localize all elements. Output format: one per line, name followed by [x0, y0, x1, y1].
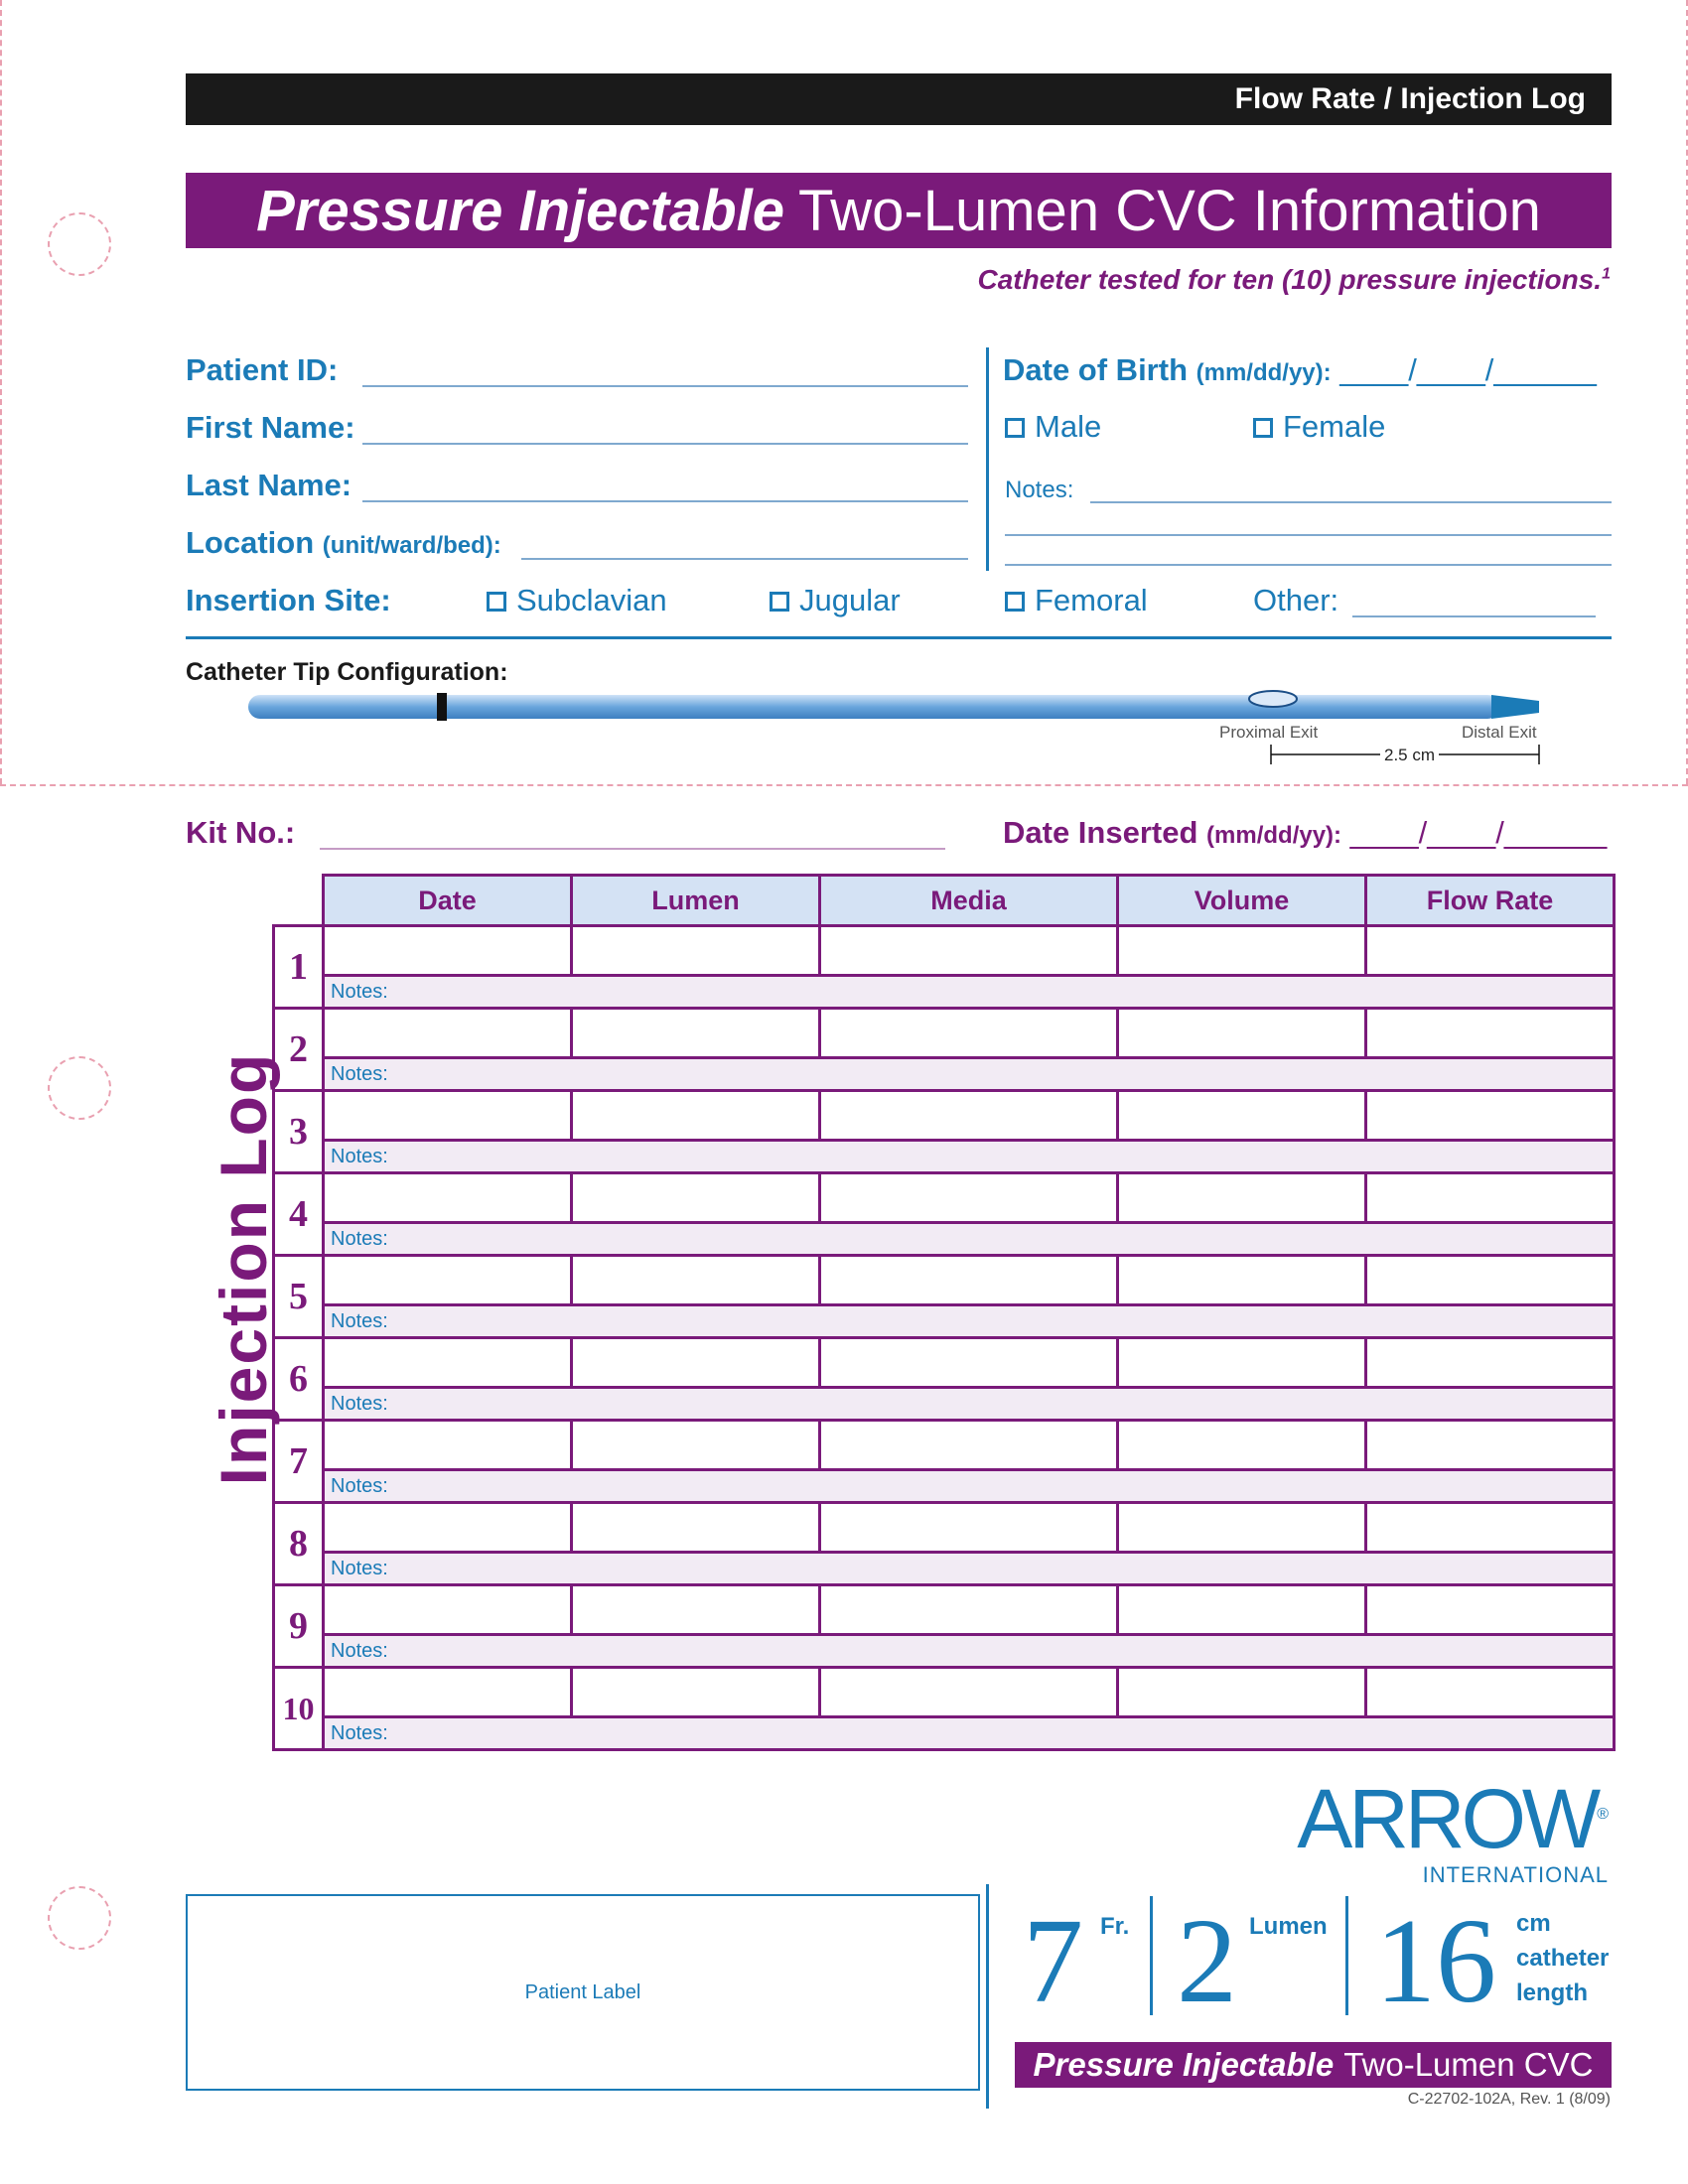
kit-no-field[interactable] [320, 848, 945, 850]
notes-line-1[interactable] [1090, 501, 1612, 503]
column-header-media: Media [820, 876, 1118, 926]
notes-cell[interactable]: Notes: [324, 1553, 1615, 1585]
notes-row [274, 1223, 1615, 1256]
insertion-site-label: Insertion Site: [186, 583, 391, 617]
injection-log-side-title: Injection Log [207, 1051, 280, 1486]
notes-cell[interactable]: Notes: [324, 1635, 1615, 1668]
date-cell[interactable] [324, 1668, 572, 1717]
volume-cell[interactable] [1118, 1256, 1366, 1305]
row-number: 3 [274, 1091, 324, 1173]
other-site-label: Other: [1253, 583, 1339, 617]
catheter-tip-label: Catheter Tip Configuration: [186, 658, 508, 686]
media-cell[interactable] [820, 1421, 1118, 1470]
notes-row [274, 1058, 1615, 1091]
patient-id-field[interactable] [362, 385, 968, 387]
punch-hole-top [48, 212, 111, 276]
notes-cell[interactable]: Notes: [324, 1141, 1615, 1173]
lumen-cell[interactable] [572, 1421, 820, 1470]
row-number: 10 [274, 1668, 324, 1750]
notes-cell[interactable]: Notes: [324, 1058, 1615, 1091]
top-bar-title: Flow Rate / Injection Log [1234, 82, 1586, 115]
volume-cell[interactable] [1118, 1503, 1366, 1553]
footer-title-bold: Pressure Injectable [1033, 2046, 1335, 2083]
table-header-row [274, 876, 1615, 926]
lumen-cell[interactable] [572, 1173, 820, 1223]
volume-cell[interactable] [1118, 1668, 1366, 1717]
first-name-label: First Name: [186, 410, 355, 445]
brand-name: ARROW® [1297, 1772, 1609, 1865]
first-name-field[interactable] [362, 443, 968, 445]
date-cell[interactable] [324, 926, 572, 976]
lumen-unit: Lumen [1249, 1913, 1328, 1940]
checkbox-icon [487, 592, 506, 612]
location-label: Location (unit/ward/bed): [186, 525, 501, 560]
patient-label-box[interactable]: Patient Label [186, 1894, 980, 2091]
flow-rate-cell[interactable] [1366, 1256, 1615, 1305]
notes-cell[interactable]: Notes: [324, 1470, 1615, 1503]
lumen-cell[interactable] [572, 1503, 820, 1553]
media-cell[interactable] [820, 1668, 1118, 1717]
footer-title-rest: Two-Lumen CVC [1343, 2046, 1594, 2083]
lumen-cell[interactable] [572, 1338, 820, 1388]
flow-rate-cell[interactable] [1366, 1338, 1615, 1388]
checkbox-icon [770, 592, 789, 612]
table-row [274, 1091, 1615, 1141]
title-bold: Pressure Injectable [256, 178, 785, 243]
notes-cell[interactable]: Notes: [324, 1388, 1615, 1421]
volume-cell[interactable] [1118, 1009, 1366, 1058]
title-bar [186, 173, 1612, 248]
table-row [274, 1503, 1615, 1553]
row-number: 2 [274, 1009, 324, 1091]
table-row [274, 1173, 1615, 1223]
column-header-date: Date [324, 876, 572, 926]
spec-separator-2 [1345, 1896, 1348, 2015]
table-row [274, 1256, 1615, 1305]
flow-rate-cell[interactable] [1366, 1585, 1615, 1635]
notes-cell[interactable]: Notes: [324, 1305, 1615, 1338]
notes-row [274, 1305, 1615, 1338]
volume-cell[interactable] [1118, 1091, 1366, 1141]
section-divider [986, 347, 989, 571]
french-unit: Fr. [1100, 1913, 1130, 1940]
date-cell[interactable] [324, 1503, 572, 1553]
volume-cell[interactable] [1118, 1173, 1366, 1223]
male-checkbox[interactable]: Male [1005, 409, 1101, 445]
row-number: 9 [274, 1585, 324, 1668]
volume-cell[interactable] [1118, 926, 1366, 976]
lumen-cell[interactable] [572, 1256, 820, 1305]
catheter-tip [1491, 695, 1539, 719]
checkbox-icon [1253, 418, 1273, 438]
notes-row [274, 1717, 1615, 1750]
spec-separator-1 [1150, 1896, 1153, 2015]
location-field[interactable] [521, 558, 968, 560]
dob-field[interactable]: ____/____/______ [1339, 352, 1597, 387]
row-number: 4 [274, 1173, 324, 1256]
lumen-cell[interactable] [572, 1668, 820, 1717]
patient-id-label: Patient ID: [186, 352, 339, 387]
date-cell[interactable] [324, 1173, 572, 1223]
column-header-volume: Volume [1118, 876, 1366, 926]
media-cell[interactable] [820, 1091, 1118, 1141]
checkbox-icon [1005, 418, 1025, 438]
distal-exit-label: Distal Exit [1462, 723, 1537, 742]
flow-rate-cell[interactable] [1366, 1091, 1615, 1141]
table-row [274, 1009, 1615, 1058]
table-row [274, 1338, 1615, 1388]
tested-note: Catheter tested for ten (10) pressure injections.$^1$ [977, 264, 1611, 295]
row-number: 7 [274, 1421, 324, 1503]
notes-row [274, 976, 1615, 1009]
punch-hole-middle [48, 1056, 111, 1120]
jugular-checkbox[interactable]: Jugular [770, 583, 901, 618]
media-cell[interactable] [820, 1503, 1118, 1553]
length-unit: cm catheter length [1516, 1910, 1610, 2006]
title-rest: Two-Lumen CVC Information [798, 178, 1541, 243]
media-cell[interactable] [820, 1338, 1118, 1388]
lumen-cell[interactable] [572, 1009, 820, 1058]
flow-rate-cell[interactable] [1366, 1009, 1615, 1058]
date-cell[interactable] [324, 1009, 572, 1058]
notes-row [274, 1635, 1615, 1668]
table-row [274, 1421, 1615, 1470]
horizontal-rule [186, 636, 1612, 639]
catheter-tube [248, 695, 1499, 719]
footer-title-bar [1015, 2042, 1612, 2088]
flow-rate-cell[interactable] [1366, 1421, 1615, 1470]
media-cell[interactable] [820, 1256, 1118, 1305]
last-name-field[interactable] [362, 500, 968, 502]
catheter-diagram [238, 685, 1559, 764]
notes-row [274, 1141, 1615, 1173]
flow-rate-cell[interactable] [1366, 1668, 1615, 1717]
row-number: 1 [274, 926, 324, 1009]
lumen-count: 2 [1177, 1894, 1237, 2028]
date-cell[interactable] [324, 1338, 572, 1388]
media-cell[interactable] [820, 1009, 1118, 1058]
proximal-exit-label: Proximal Exit [1219, 723, 1319, 742]
lumen-cell[interactable] [572, 926, 820, 976]
lumen-cell[interactable] [572, 1585, 820, 1635]
perforation-left [0, 0, 2, 784]
notes-line-2[interactable] [1005, 534, 1612, 536]
volume-cell[interactable] [1118, 1585, 1366, 1635]
media-cell[interactable] [820, 1585, 1118, 1635]
date-cell[interactable] [324, 1421, 572, 1470]
punch-hole-bottom [48, 1886, 111, 1950]
media-cell[interactable] [820, 1173, 1118, 1223]
row-number: 8 [274, 1503, 324, 1585]
notes-row [274, 1470, 1615, 1503]
volume-cell[interactable] [1118, 1421, 1366, 1470]
row-number: 5 [274, 1256, 324, 1338]
kit-no-label: Kit No.: [186, 815, 296, 850]
notes-cell[interactable]: Notes: [324, 976, 1615, 1009]
notes-row [274, 1388, 1615, 1421]
catheter-marker [437, 693, 447, 721]
perforation-horizontal [0, 784, 1688, 786]
footer-divider [986, 1884, 989, 2109]
date-inserted-field[interactable]: ____/____/______ [1349, 815, 1608, 850]
notes-cell[interactable]: Notes: [324, 1223, 1615, 1256]
flow-rate-cell[interactable] [1366, 926, 1615, 976]
brand-subtitle: INTERNATIONAL [1422, 1862, 1609, 1887]
column-header-flow-rate: Flow Rate [1366, 876, 1615, 926]
date-inserted-label: Date Inserted (mm/dd/yy): ____/____/______ [1003, 815, 1608, 850]
date-cell[interactable] [324, 1091, 572, 1141]
injection-log-table [272, 874, 1616, 1751]
arrow-logo [1297, 1772, 1609, 1888]
date-cell[interactable] [324, 1256, 572, 1305]
catheter-length: 16 [1375, 1894, 1496, 2028]
last-name-label: Last Name: [186, 468, 352, 502]
dob-label: Date of Birth (mm/dd/yy): ____/____/______ [1003, 352, 1597, 387]
lumen-cell[interactable] [572, 1091, 820, 1141]
flow-rate-cell[interactable] [1366, 1503, 1615, 1553]
date-cell[interactable] [324, 1585, 572, 1635]
proximal-exit-icon [1249, 691, 1297, 707]
femoral-checkbox[interactable]: Femoral [1005, 583, 1148, 618]
distance-label: 2.5 cm [1380, 746, 1439, 765]
female-checkbox[interactable]: Female [1253, 409, 1385, 445]
table-row [274, 1585, 1615, 1635]
revision-code: C-22702-102A, Rev. 1 (8/09) [1407, 2091, 1611, 2108]
notes-line-3[interactable] [1005, 564, 1612, 566]
volume-cell[interactable] [1118, 1338, 1366, 1388]
table-row [274, 926, 1615, 976]
notes-row [274, 1553, 1615, 1585]
notes-cell[interactable]: Notes: [324, 1717, 1615, 1750]
checkbox-icon [1005, 592, 1025, 612]
top-bar [186, 73, 1612, 125]
table-row [274, 1668, 1615, 1717]
subclavian-checkbox[interactable]: Subclavian [487, 583, 667, 618]
row-number: 6 [274, 1338, 324, 1421]
notes-label: Notes: [1005, 477, 1074, 503]
column-header-lumen: Lumen [572, 876, 820, 926]
other-site-field[interactable] [1352, 615, 1596, 617]
french-size: 7 [1023, 1894, 1083, 2028]
media-cell[interactable] [820, 926, 1118, 976]
flow-rate-cell[interactable] [1366, 1173, 1615, 1223]
